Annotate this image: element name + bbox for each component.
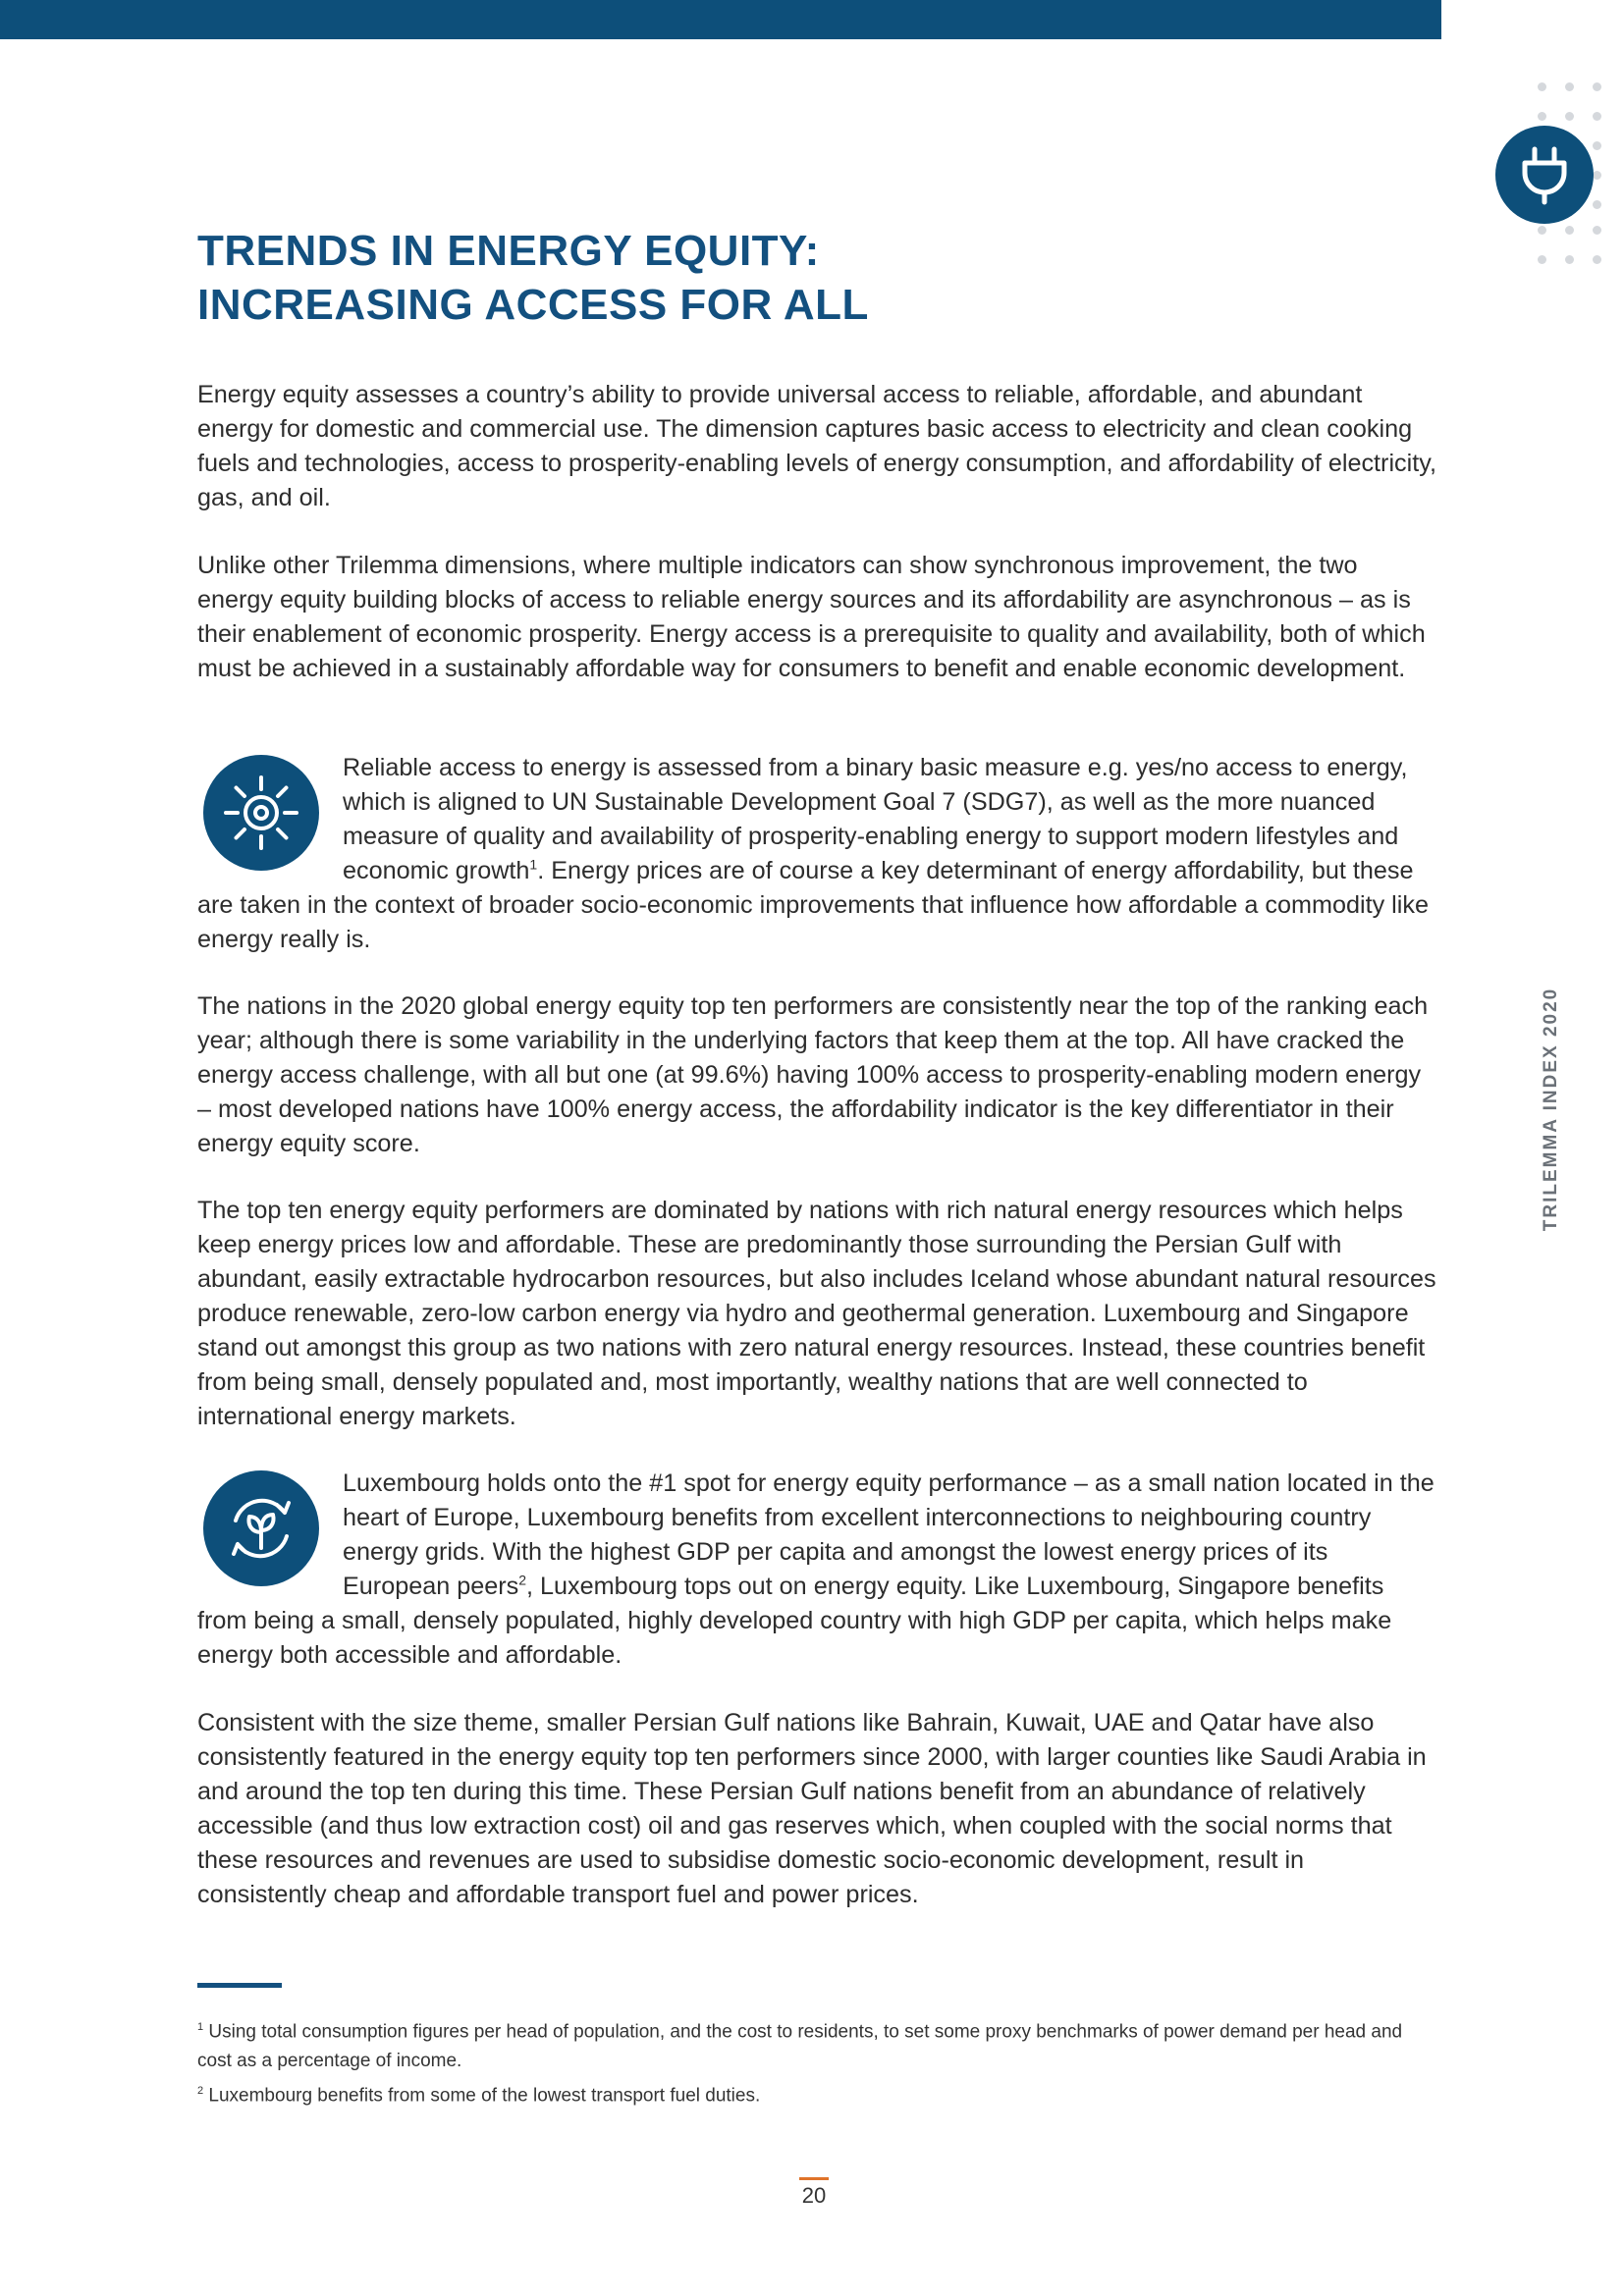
title-line-1: TRENDS IN ENERGY EQUITY: — [197, 227, 820, 275]
footnote-ref-1: 1 — [529, 856, 538, 873]
footnotes — [197, 2012, 1435, 2111]
title-line-2: INCREASING ACCESS FOR ALL — [197, 281, 869, 329]
top-color-bar — [0, 0, 1441, 39]
footnote-2-text: Luxembourg benefits from some of the lowest transport fuel duties. — [208, 2085, 761, 2107]
footnote-2 — [197, 2076, 1435, 2110]
paragraph-6-text-b: , Luxembourg tops out on energy equity. Like Luxembourg, Singapore benefits from being a small, densely populated, highly developed country with high GDP per capita, which helps make energy both accessible and affordable. — [197, 1573, 1392, 1669]
paragraph-6-text-a: Luxembourg holds onto the #1 spot for energy equity performance – as a small nation located in the heart of Europe, Luxembourg benefits from excellent interconnections to neighbouring country energy grids. With the highest GDP per capita and amongst the lowest energy prices of its European peers — [343, 1469, 1435, 1600]
footnote-divider — [197, 1983, 282, 1988]
sprout-cycle-icon — [203, 1470, 319, 1586]
paragraph-1: Energy equity assesses a country’s ability to provide universal access to reliable, affordable, and abundant energy for domestic and commercial use. The dimension captures basic access to electricity and clean cooking fuels and technologies, access to prosperity-enabling levels of energy consumption, and affordability of electricity, gas, and oil. — [197, 381, 1436, 511]
footnote-1-marker: 1 — [197, 2021, 204, 2033]
paragraph-3-text-a: Reliable access to energy is assessed from a binary basic measure e.g. yes/no access to energy, which is aligned to UN Sustainable Development Goal 7 (SDG7), as well as the more nuanced measure of quality and availability of prosperity-enabling energy to support modern lifestyles and economic growth — [343, 754, 1408, 884]
footnote-1-text: Using total consumption figures per head of population, and the cost to residents, to set some proxy benchmarks of power demand per head and cost as a percentage of income. — [197, 2021, 1403, 2072]
page-title — [197, 224, 869, 332]
paragraph-3-text-b: . Energy prices are of course a key determinant of energy affordability, but these are taken in the context of broader socio-economic improvements that influence how affordable a commodity like energy really is. — [197, 857, 1429, 953]
paragraph-6 — [197, 1467, 1436, 1673]
sun-icon — [203, 755, 319, 871]
paragraph-3 — [197, 751, 1436, 957]
page-number: 20 — [801, 2183, 827, 2208]
footnote-2-marker: 2 — [197, 2085, 204, 2098]
paragraph-4: The nations in the 2020 global energy equity top ten performers are consistently near the top of the ranking each year; although there is some variability in the underlying factors that keep them at the top. All have cracked the energy access challenge, with all but one (at 99.6%) having 100% access to prosperity-enabling modern energy – most developed nations have 100% energy access, the affordability indicator is the key differentiator in their energy equity score. — [197, 992, 1429, 1157]
side-label: TRILEMMA INDEX 2020 — [1541, 987, 1561, 1232]
footnote-1 — [197, 2012, 1435, 2076]
plug-icon — [1495, 126, 1594, 224]
footnote-ref-2: 2 — [518, 1572, 527, 1588]
paragraph-2: Unlike other Trilemma dimensions, where multiple indicators can show synchronous improvement, the two energy equity building blocks of access to reliable energy sources and its affordability are asynchronous – as is their enablement of economic prosperity. Energy access is a prerequisite to quality and availability, both of which must be achieved in a sustainably affordable way for consumers to benefit and enable economic development. — [197, 552, 1426, 682]
paragraph-5: The top ten energy equity performers are dominated by nations with rich natural energy resources which helps keep energy prices low and affordable. These are predominantly those surrounding the Persian Gulf with abundant, easily extractable hydrocarbon resources, but also includes Iceland whose abundant natural resources produce renewable, zero-low carbon energy via hydro and geothermal generation. Luxembourg and Singapore stand out amongst this group as two nations with zero natural energy resources. Instead, these countries benefit from being small, densely populated and, most importantly, wealthy nations that are well connected to international energy markets. — [197, 1197, 1436, 1430]
page-number-accent — [799, 2177, 829, 2180]
paragraph-7: Consistent with the size theme, smaller Persian Gulf nations like Bahrain, Kuwait, UAE and Qatar have also consistently featured in the energy equity top ten performers since 2000, with larger counties like Saudi Arabia in and around the top ten during this time. These Persian Gulf nations benefit from an abundance of relatively accessible (and thus low extraction cost) oil and gas reserves which, when coupled with the social norms that these resources and revenues are used to subsidise domestic socio-economic development, result in consistently cheap and affordable transport fuel and power prices. — [197, 1709, 1427, 1908]
